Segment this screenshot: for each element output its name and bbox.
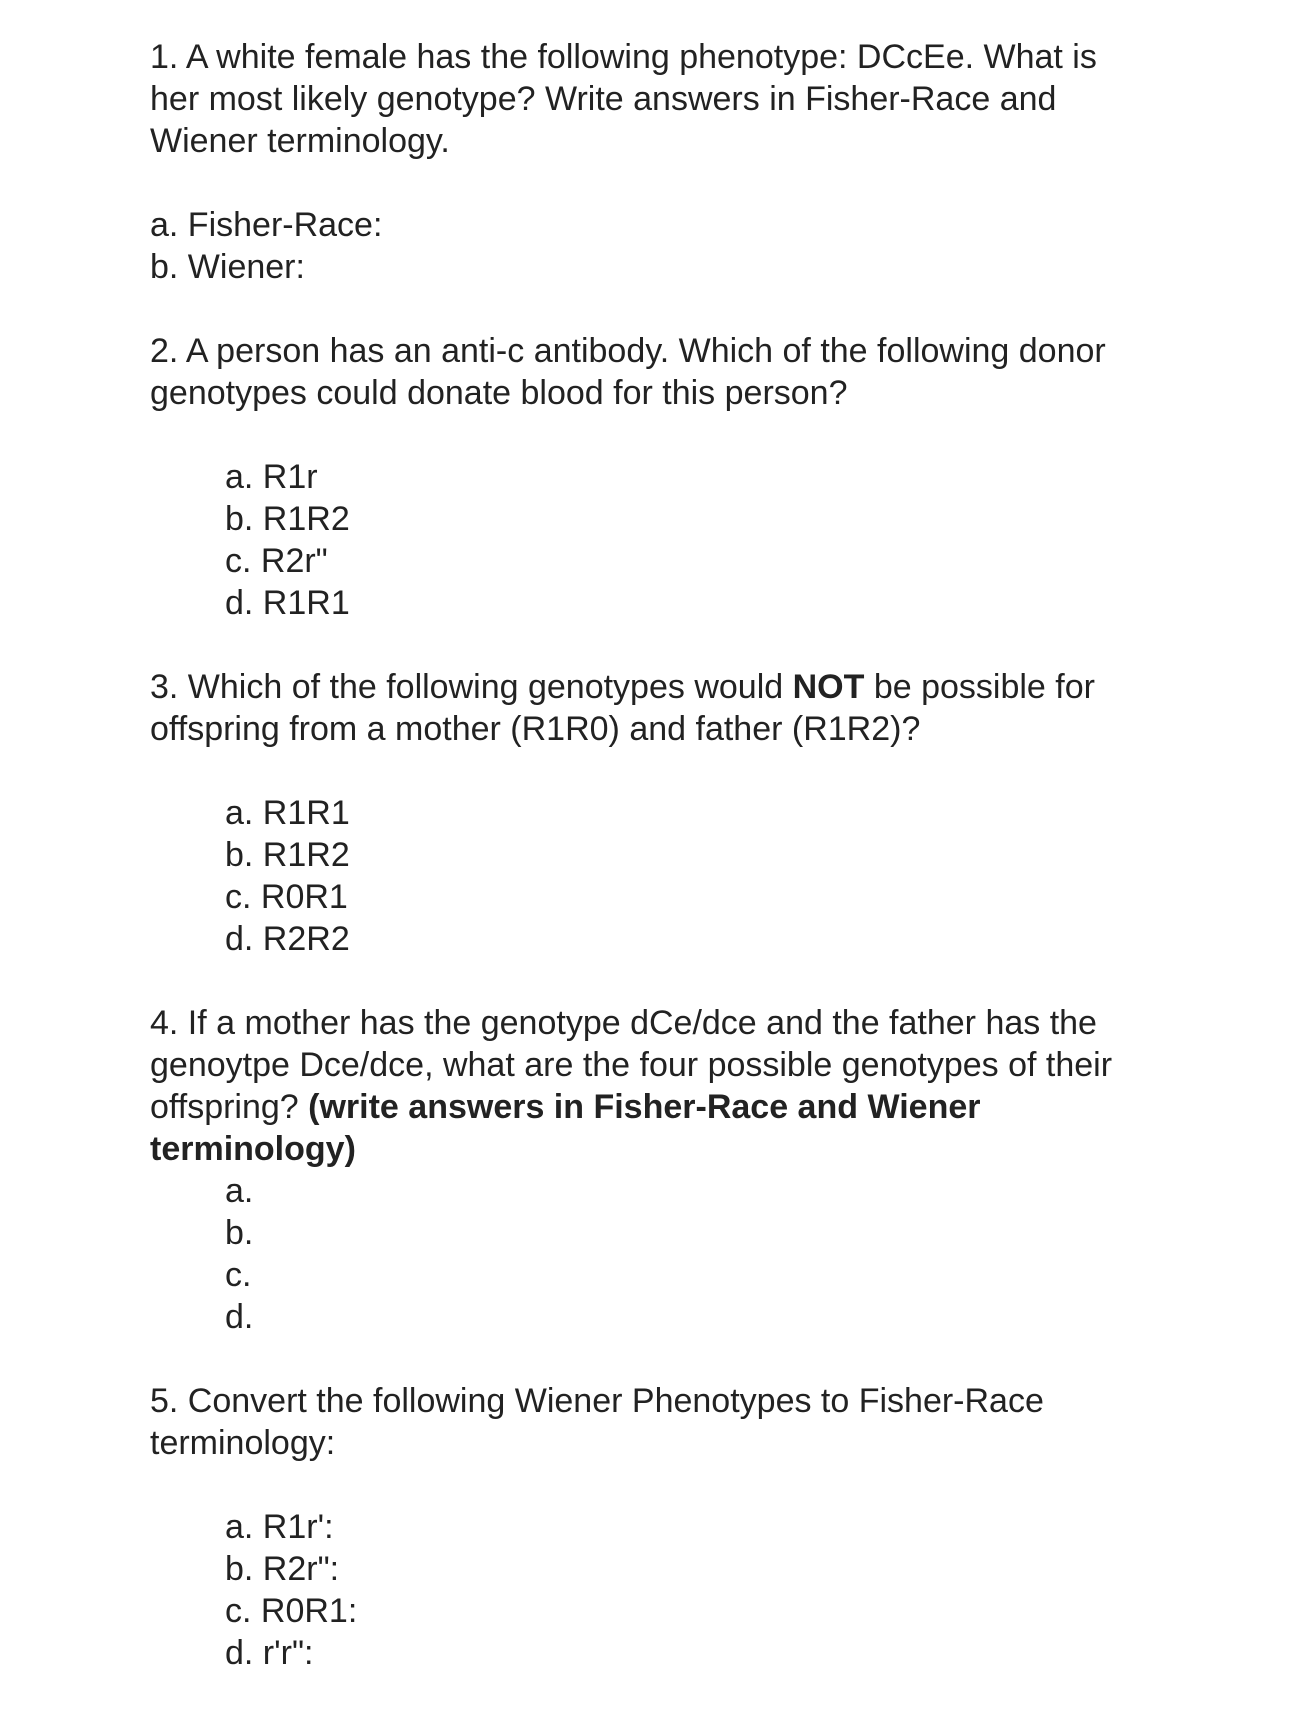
option-a: a. <box>225 1172 254 1210</box>
question-3-emphasis: NOT <box>792 668 865 706</box>
question-4-instruction: (write answers in Fisher-Race and Wiener terminology) <box>150 1088 981 1168</box>
question-3-text-start: 3. Which of the following genotypes would <box>150 668 793 706</box>
option-c: c. R0R1: <box>225 1592 358 1630</box>
option-c: c. <box>225 1256 252 1294</box>
option-d: d. R1R1 <box>225 584 350 622</box>
option-a: a. R1r': <box>225 1508 334 1546</box>
option-b: b. R1R2 <box>225 500 350 538</box>
option-a: a. R1r <box>225 458 318 496</box>
question-4-text: 4. If a mother has the genotype dCe/dce and the father has the genoytpe Dce/dce, what are the four possible genotypes of their offspring? <box>150 1004 1113 1126</box>
option-c: c. R0R1 <box>225 878 348 916</box>
option-d: d. R2R2 <box>225 920 350 958</box>
question-3-options <box>150 792 1150 960</box>
question-5-options <box>150 1506 1150 1674</box>
question-2: 2. A person has an anti-c antibody. Which of the following donor genotypes could donate blood for this person? <box>150 332 1106 412</box>
question-1: 1. A white female has the following phenotype: DCcEe. What is her most likely genotype? Write answers in Fisher-Race and Wiener terminology. <box>150 38 1097 160</box>
option-b: b. <box>225 1214 254 1252</box>
question-1-answers <box>150 204 1150 288</box>
answer-wiener: b. Wiener: <box>150 248 305 286</box>
worksheet <box>150 36 1150 1674</box>
question-2-options <box>150 456 1150 624</box>
option-b: b. R2r": <box>225 1550 340 1588</box>
question-3 <box>150 666 1150 750</box>
option-d: d. <box>225 1298 254 1336</box>
question-3-text-end: be possible for offspring from a mother (R1R0) and father (R1R2)? <box>150 668 1095 748</box>
question-5: 5. Convert the following Wiener Phenotypes to Fisher-Race terminology: <box>150 1382 1044 1462</box>
option-a: a. R1R1 <box>225 794 350 832</box>
option-b: b. R1R2 <box>225 836 350 874</box>
option-d: d. r'r": <box>225 1634 314 1672</box>
question-4 <box>150 1002 1150 1170</box>
option-c: c. R2r" <box>225 542 328 580</box>
answer-fisher-race: a. Fisher-Race: <box>150 206 383 244</box>
question-4-options <box>150 1170 1150 1338</box>
